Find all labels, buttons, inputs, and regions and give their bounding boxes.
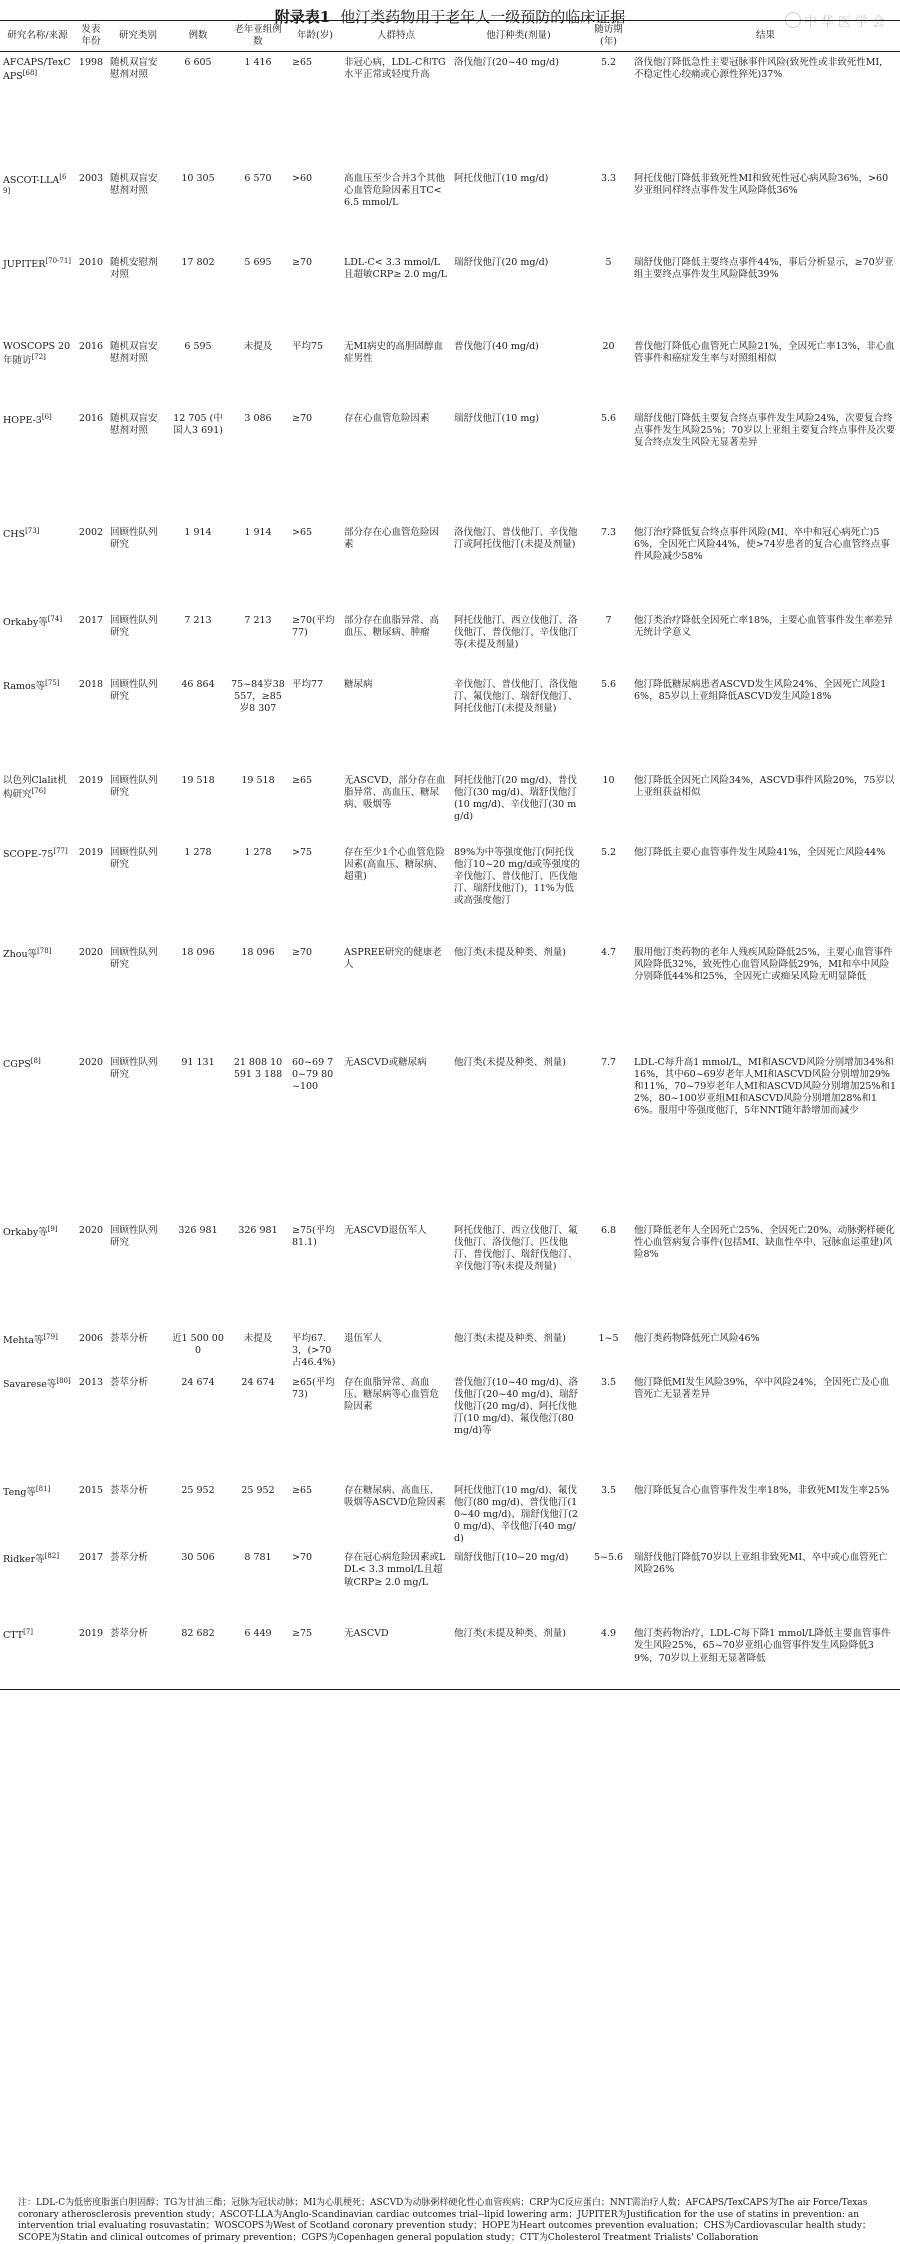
cell-n: 91 131 (181, 1056, 215, 1068)
cell-name (0, 52, 75, 168)
cell-population: 无ASCVD，部分存在血脂异常、高血压、糖尿病、吸烟等 (344, 774, 446, 810)
cell-age: ≥65 (292, 774, 313, 786)
study-name: CGPS (3, 1058, 31, 1070)
cell-statin: 瑞舒伐他汀(20 mg/d) (454, 256, 549, 268)
cell-n: 6 595 (184, 340, 212, 352)
cell-year: 2016 (78, 412, 104, 424)
cell-population: 存在血脂异常、高血压、糖尿病等心血管危险因素 (344, 1376, 440, 1412)
reference-number: [73] (25, 526, 40, 535)
cell-type: 回顾性队列研究 (110, 526, 158, 550)
cell-elderly: 19 518 (241, 774, 275, 786)
cell-result: 他汀治疗降低复合终点事件风险(MI、卒中和冠心病死亡)56%，全因死亡风险44%，使>74岁患者的复合心血管终点事件风险减少58% (634, 526, 890, 562)
cell-year: 2020 (78, 1056, 104, 1068)
cell-name (0, 1328, 75, 1372)
cell-statin: 阿托伐他汀、西立伐他汀、洛伐他汀、普伐他汀、辛伐他汀等(未提及剂量) (454, 614, 578, 650)
cell-age: ≥70 (292, 256, 313, 268)
cell-statin: 瑞舒伐他汀(10 mg) (454, 412, 540, 424)
reference-number: [69] (3, 172, 67, 195)
cell-followup: 7.3 (600, 526, 617, 538)
cell-result: 服用他汀类药物的老年人残疾风险降低25%，主要心血管事件风险降低32%，致死性心血管风险降低29%，MI和卒中风险分别降低44%和25%，全因死亡或痴呆风险无明显降低 (634, 946, 893, 982)
table-row (0, 1328, 900, 1372)
cell-followup: 3.5 (600, 1376, 617, 1388)
cell-population: 糖尿病 (344, 678, 373, 690)
study-name: HOPE-3 (3, 414, 42, 426)
cell-population: 无ASCVD退伍军人 (344, 1224, 427, 1236)
cell-statin: 阿托伐他汀、西立伐他汀、氟伐他汀、洛伐他汀、匹伐他汀、普伐他汀、瑞舒伐他汀、辛伐他汀等(未提及剂量) (454, 1224, 578, 1272)
table-row (0, 1480, 900, 1548)
cell-age: >70 (292, 1552, 313, 1564)
cell-year: 1998 (78, 57, 104, 68)
cell-name (0, 842, 75, 942)
cell-n: 7 213 (184, 614, 212, 626)
cell-year: 2016 (78, 340, 104, 352)
cell-followup: 5~5.6 (593, 1552, 624, 1564)
reference-number: [80] (56, 1376, 71, 1385)
reference-number: [82] (44, 1552, 60, 1561)
cell-n: 46 864 (181, 678, 215, 690)
cell-year: 2019 (78, 774, 104, 786)
cell-followup: 3.5 (600, 1484, 617, 1496)
cell-type: 回顾性队列研究 (110, 1224, 158, 1248)
cell-elderly: 1 278 (244, 846, 272, 858)
table-row (0, 336, 900, 408)
cell-age: ≥65 (292, 1484, 313, 1496)
cell-year: 2019 (78, 846, 104, 858)
cell-elderly: 75~84岁38 557，≥85岁8 307 (231, 678, 285, 714)
reference-number: [77] (53, 846, 68, 855)
cell-year: 2006 (78, 1332, 104, 1344)
cell-type: 回顾性队列研究 (110, 614, 158, 638)
study-name: Orkaby等 (3, 1226, 48, 1238)
cell-type: 回顾性队列研究 (110, 774, 158, 798)
cell-year: 2003 (78, 172, 104, 184)
cell-result: 阿托伐他汀降低非致死性MI和致死性冠心病风险36%，>60岁亚组同样终点事件发生风险降低36% (634, 172, 889, 196)
cell-elderly: 326 981 (238, 1224, 278, 1236)
cell-n: 82 682 (169, 1623, 227, 1689)
table-row (0, 942, 900, 1052)
study-name: SCOPE-75 (3, 848, 54, 860)
cell-name (0, 252, 75, 336)
cell-type: 荟萃分析 (107, 1623, 169, 1689)
column-header: 人群特点 (341, 21, 451, 52)
table-row (0, 252, 900, 336)
cell-elderly: 18 096 (241, 946, 275, 958)
cell-elderly: 7 213 (244, 614, 272, 626)
cell-followup: 7.7 (600, 1056, 617, 1068)
cell-name (0, 1480, 75, 1548)
cell-population: 存在冠心病危险因素或LDL< 3.3 mmol/L且超敏CRP≥ 2.0 mg/L (344, 1552, 446, 1588)
cell-year: 2017 (78, 614, 104, 626)
cell-age: ≥65(平均73) (292, 1376, 335, 1400)
table-caption: 他汀类药物用于老年人一级预防的临床证据 (340, 8, 626, 26)
cell-elderly: 24 674 (241, 1376, 275, 1388)
cell-type: 回顾性队列研究 (110, 1056, 158, 1080)
cell-year: 2017 (78, 1552, 104, 1564)
reference-number: [9] (47, 1224, 58, 1233)
cell-type: 荟萃分析 (110, 1552, 149, 1564)
cell-followup: 5.6 (600, 412, 617, 424)
cell-year: 2020 (78, 1224, 104, 1236)
study-name: 以色列Clalit机构研究 (3, 774, 67, 800)
watermark-text: 中华医学会 (803, 14, 889, 30)
table-body (0, 52, 900, 1690)
cell-n: 24 674 (181, 1376, 215, 1388)
cell-result: 他汀降低主要心血管事件发生风险41%，全因死亡风险44% (634, 846, 886, 858)
cell-name (0, 1220, 75, 1328)
cell-result: 普伐他汀降低心血管死亡风险21%，全因死亡率13%，非心血管事件和癌症发生率与对照组相似 (634, 340, 895, 364)
table-row (0, 674, 900, 770)
cell-n: 25 952 (181, 1484, 215, 1496)
cell-followup: 10 (602, 774, 615, 786)
study-name: ASCOT-LLA (3, 174, 60, 186)
cell-year: 2002 (78, 526, 104, 538)
cell-age: >65 (292, 526, 313, 538)
cell-elderly: 1 416 (244, 57, 272, 68)
cell-statin: 89%为中等强度他汀(阿托伐他汀10~20 mg/d或等强度的辛伐他汀、普伐他汀、匹伐他汀、瑞舒伐他汀)，11%为低或高强度他汀 (454, 846, 581, 907)
cell-n: 10 305 (181, 172, 215, 184)
cell-name (0, 674, 75, 770)
cell-result: 他汀降低MI发生风险39%，卒中风险24%，全因死亡及心血管死亡无显著差异 (634, 1376, 890, 1400)
reference-number: [8] (30, 1056, 41, 1065)
reference-number: [7] (23, 1628, 34, 1637)
cell-result: 他汀类治疗降低全因死亡率18%，主要心血管事件发生率差异无统计学意义 (634, 614, 893, 638)
cell-name (0, 408, 75, 522)
table-number: 附录表1 (274, 8, 331, 26)
column-header: 结果 (631, 21, 900, 52)
cell-population: 存在糖尿病、高血压、吸烟等ASCVD危险因素 (344, 1484, 446, 1508)
footnote-text: 注：LDL-C为低密度脂蛋白胆固醇；TG为甘油三酯；冠脉为冠状动脉；MI为心肌梗死；ASCVD为动脉粥样硬化性心血管疾病；CRP为C反应蛋白；NNT需治疗人数；AFCAPS/TexCAPS为The air Force/Texas coronary atherosclerosis prevention study；ASCOT-LLA为Anglo-Scandinavian cardiac outcomes trial--lipid lowering arm；JUPITER为Justification for the use of statins in prevention: an intervention trial evaluating rosuvastatin；WOSCOPS为West of Scotland coronary prevention study；HOPE为Heart outcomes prevention evaluation；CHS为Cardiovascular health study；SCOPE为Statin and clinical outcomes of primary prevention；CGPS为Copenhagen general population study；CTT为Cholesterol Treatment Trialists' Collaboration (18, 2198, 872, 2243)
table-row (0, 168, 900, 252)
cell-statin: 他汀类(未提及种类、剂量) (451, 1623, 586, 1689)
cell-followup: 5.2 (600, 846, 617, 858)
cell-age: >75 (292, 846, 313, 858)
study-name: Orkaby等 (3, 616, 48, 628)
cell-name (0, 336, 75, 408)
cell-elderly: 未提及 (243, 1332, 273, 1344)
study-name: Mehta等 (3, 1334, 44, 1346)
column-header: 研究名称/来源 (0, 21, 75, 52)
cell-n: 1 914 (184, 526, 212, 538)
cell-statin: 阿托伐他汀(10 mg/d) (454, 172, 549, 184)
cell-followup: 5 (605, 256, 612, 268)
cell-result: 瑞舒伐他汀降低主要终点事件44%，事后分析显示，≥70岁亚组主要终点事件发生风险降低39% (634, 256, 894, 280)
cell-population: 无ASCVD (341, 1623, 451, 1689)
cell-age: 平均67.3，(>70占46.4%) (292, 1332, 336, 1368)
cell-n: 6 605 (184, 57, 212, 68)
cell-result: 瑞舒伐他汀降低70岁以上亚组非致死MI、卒中或心血管死亡风险26% (634, 1552, 888, 1576)
reference-number: [76] (31, 786, 46, 795)
cell-statin: 洛伐他汀、普伐他汀、辛伐他汀或阿托伐他汀(未提及剂量) (454, 526, 578, 550)
cell-result: 他汀类药物治疗，LDL-C每下降1 mmol/L降低主要血管事件发生风险25%，65~70岁亚组心血管事件发生风险降低39%，70岁以上亚组无显著降低 (631, 1623, 900, 1689)
table-row (0, 770, 900, 842)
cell-age: ≥75(平均81.1) (292, 1224, 335, 1248)
cell-year: 2018 (78, 678, 104, 690)
cell-population: 无ASCVD或糖尿病 (344, 1056, 427, 1068)
study-name: CTT (3, 1630, 24, 1642)
cell-statin: 他汀类(未提及种类、剂量) (454, 1056, 566, 1068)
cell-name (0, 610, 75, 674)
table-row (0, 1623, 900, 1689)
cell-age: ≥65 (292, 57, 313, 68)
cell-population: 存在至少1个心血管危险因素(高血压、糖尿病、超重) (344, 846, 446, 882)
cell-followup: 6.8 (600, 1224, 617, 1236)
cell-type: 随机安慰剂对照 (110, 256, 158, 280)
cell-elderly: 21 808 10 591 3 188 (233, 1056, 283, 1080)
cell-type: 荟萃分析 (110, 1484, 149, 1496)
column-header: 例数 (169, 21, 227, 52)
cell-type: 荟萃分析 (110, 1376, 149, 1388)
cell-followup: 3.3 (600, 172, 617, 184)
cell-name (0, 1623, 75, 1689)
cell-result: 他汀降低老年人全因死亡25%、全因死亡20%、动脉粥样硬化性心血管病复合事件(包括MI、缺血性卒中、冠脉血运重建)风险8% (634, 1224, 895, 1260)
cell-population: 存在心血管危险因素 (344, 412, 430, 424)
cell-population: 非冠心病，LDL-C和TG水平正常或轻度升高 (344, 57, 446, 81)
cell-year: 2010 (78, 256, 104, 268)
cell-result: 他汀降低全因死亡风险34%，ASCVD事件风险20%，75岁以上亚组获益相似 (634, 774, 895, 798)
cell-result: 洛伐他汀降低急性主要冠脉事件风险(致死性或非致死性MI，不稳定性心绞痛或心源性猝死)37% (634, 57, 889, 81)
cell-statin: 他汀类(未提及种类、剂量) (454, 946, 566, 958)
table-row (0, 1547, 900, 1623)
cell-type: 随机双盲安慰剂对照 (110, 172, 158, 196)
reference-number: [72] (31, 352, 46, 361)
cell-population: 无MI病史的高胆固醇血症男性 (344, 340, 443, 364)
cell-population: 高血压至少合并3个其他心血管危险因素且TC< 6.5 mmol/L (344, 172, 446, 208)
cell-age: >60 (292, 172, 313, 184)
cell-age: ≥70(平均77) (292, 614, 335, 638)
cell-age: 60~69 70~79 80~100 (292, 1056, 334, 1092)
cell-elderly: 6 570 (244, 172, 272, 184)
table-header-row (0, 21, 900, 52)
cell-result: 他汀降低糖尿病患者ASCVD发生风险24%、全因死亡风险16%，85岁以上亚组降低ASCVD发生风险18% (634, 678, 887, 702)
cell-elderly: 5 695 (244, 256, 272, 268)
cell-type: 回顾性队列研究 (110, 946, 158, 970)
study-name: Ramos等 (3, 680, 46, 692)
cell-followup: 5.6 (600, 678, 617, 690)
cell-age: 平均77 (292, 678, 324, 690)
cell-n: 19 518 (181, 774, 215, 786)
reference-number: [6] (41, 412, 52, 421)
study-name: Zhou等 (3, 948, 38, 960)
table-row (0, 1052, 900, 1220)
cell-type: 随机双盲安慰剂对照 (110, 340, 158, 364)
cell-followup: 1~5 (598, 1332, 619, 1344)
cell-statin: 他汀类(未提及种类、剂量) (454, 1332, 566, 1344)
study-name: Teng等 (3, 1486, 36, 1498)
reference-number: [75] (45, 678, 60, 687)
cell-name (0, 1052, 75, 1220)
cell-year: 2020 (78, 946, 104, 958)
column-header: 随访期(年) (586, 21, 631, 52)
cell-elderly: 25 952 (241, 1484, 275, 1496)
table-row (0, 842, 900, 942)
cell-type: 回顾性队列研究 (110, 678, 158, 702)
cell-elderly: 8 781 (244, 1552, 272, 1564)
cell-age: ≥70 (292, 946, 313, 958)
cell-statin: 瑞舒伐他汀(10~20 mg/d) (454, 1552, 569, 1564)
cell-name (0, 522, 75, 610)
table-row (0, 408, 900, 522)
study-name: CHS (3, 528, 26, 540)
cell-n: 17 802 (181, 256, 215, 268)
study-name: Ridker等 (3, 1554, 45, 1566)
cell-n: 326 981 (178, 1224, 218, 1236)
cell-type: 回顾性队列研究 (110, 846, 158, 870)
column-header: 他汀种类(剂量) (451, 21, 586, 52)
cell-elderly: 1 914 (244, 526, 272, 538)
cell-statin: 阿托伐他汀(10 mg/d)、氟伐他汀(80 mg/d)、普伐他汀(10~40 mg/d)、瑞舒伐他汀(20 mg/d)、辛伐他汀(40 mg/d) (454, 1484, 578, 1545)
study-name: WOSCOPS 20年随访 (3, 340, 71, 366)
table-row (0, 1372, 900, 1480)
cell-year: 2019 (75, 1623, 107, 1689)
cell-statin: 普伐他汀(10~40 mg/d)、洛伐他汀(20~40 mg/d)、瑞舒伐他汀(20 mg/d)、阿托伐他汀(10 mg/d)、氟伐他汀(80 mg/d)等 (454, 1376, 578, 1437)
cell-followup: 7 (605, 614, 612, 626)
cell-statin: 普伐他汀(40 mg/d) (454, 340, 539, 352)
cell-population: ASPREE研究的健康老人 (344, 946, 442, 970)
cell-n: 近1 500 000 (172, 1332, 224, 1356)
cell-age: 平均75 (292, 340, 324, 352)
study-name: JUPITER (3, 258, 46, 270)
study-name: AFCAPS/TexCAPS (3, 57, 71, 83)
cell-n: 1 278 (184, 846, 212, 858)
cell-name (0, 168, 75, 252)
cell-name (0, 770, 75, 842)
table-row (0, 1220, 900, 1328)
cell-population: 退伍军人 (344, 1332, 383, 1344)
cell-population: LDL-C< 3.3 mmol/L且超敏CRP≥ 2.0 mg/L (344, 256, 448, 280)
column-header: 老年亚组例数 (227, 21, 289, 52)
table-footnote (0, 2198, 900, 2243)
column-header: 发表年份 (75, 21, 107, 52)
cell-n: 18 096 (181, 946, 215, 958)
cell-elderly: 未提及 (243, 340, 273, 352)
reference-number: [68] (22, 69, 38, 78)
cell-name (0, 1372, 75, 1480)
column-header: 研究类别 (107, 21, 169, 52)
reference-number: [81] (35, 1484, 51, 1493)
cell-population: 部分存在血脂异常、高血压、糖尿病、肿瘤 (344, 614, 440, 638)
table-row (0, 610, 900, 674)
reference-number: [74] (47, 614, 63, 623)
cell-name (0, 942, 75, 1052)
table-row (0, 522, 900, 610)
cell-type: 随机双盲安慰剂对照 (110, 412, 158, 436)
evidence-table (0, 20, 900, 1690)
cell-followup: 20 (602, 340, 615, 352)
cell-elderly: 3 086 (244, 412, 272, 424)
study-name: Savarese等 (3, 1378, 57, 1390)
cell-n: 30 506 (181, 1552, 215, 1564)
reference-number: [70-71] (45, 256, 72, 265)
cell-result: LDL-C每升高1 mmol/L，MI和ASCVD风险分别增加34%和16%，其中60~69岁老年人MI和ASCVD风险分别增加29%和11%，70~79岁老年人MI和ASCVD风险分别增加25%和12%，80~100岁亚组MI和ASCVD风险分别增加28%和16%。服用中等强度他汀，5年NNT随年龄增加而减少 (634, 1056, 897, 1117)
cell-statin: 洛伐他汀(20~40 mg/d) (454, 57, 559, 68)
cell-result: 瑞舒伐他汀降低主要复合终点事件发生风险24%，次要复合终点事件发生风险25%；70岁以上亚组主要复合终点事件及次要复合终点发生风险无显著差异 (634, 412, 896, 448)
cell-population: 部分存在心血管危险因素 (344, 526, 440, 550)
cell-type: 荟萃分析 (110, 1332, 149, 1344)
column-header: 年龄(岁) (289, 21, 341, 52)
cell-elderly: 6 449 (227, 1623, 289, 1689)
cell-type: 随机双盲安慰剂对照 (110, 57, 158, 81)
table-row (0, 52, 900, 168)
cell-result: 他汀类药物降低死亡风险46% (634, 1332, 760, 1344)
cell-age: ≥70 (292, 412, 313, 424)
cell-followup: 4.7 (600, 946, 617, 958)
cell-age: ≥75 (289, 1623, 341, 1689)
cell-statin: 辛伐他汀、普伐他汀、洛伐他汀、氟伐他汀、瑞舒伐他汀、阿托伐他汀(未提及剂量) (454, 678, 578, 714)
cell-n: 12 705 (中国人3 691) (173, 412, 223, 436)
cell-name (0, 1547, 75, 1623)
cell-followup: 4.9 (586, 1623, 631, 1689)
cell-year: 2015 (78, 1484, 104, 1496)
cell-result: 他汀降低复合心血管事件发生率18%，非致死MI发生率25% (634, 1484, 890, 1496)
cell-statin: 阿托伐他汀(20 mg/d)、普伐他汀(30 mg/d)、瑞舒伐他汀(10 mg/d)、辛伐他汀(30 mg/d) (454, 774, 577, 822)
cell-year: 2013 (78, 1376, 104, 1388)
reference-number: [78] (37, 946, 52, 955)
cell-followup: 5.2 (600, 57, 617, 68)
reference-number: [79] (43, 1332, 58, 1341)
